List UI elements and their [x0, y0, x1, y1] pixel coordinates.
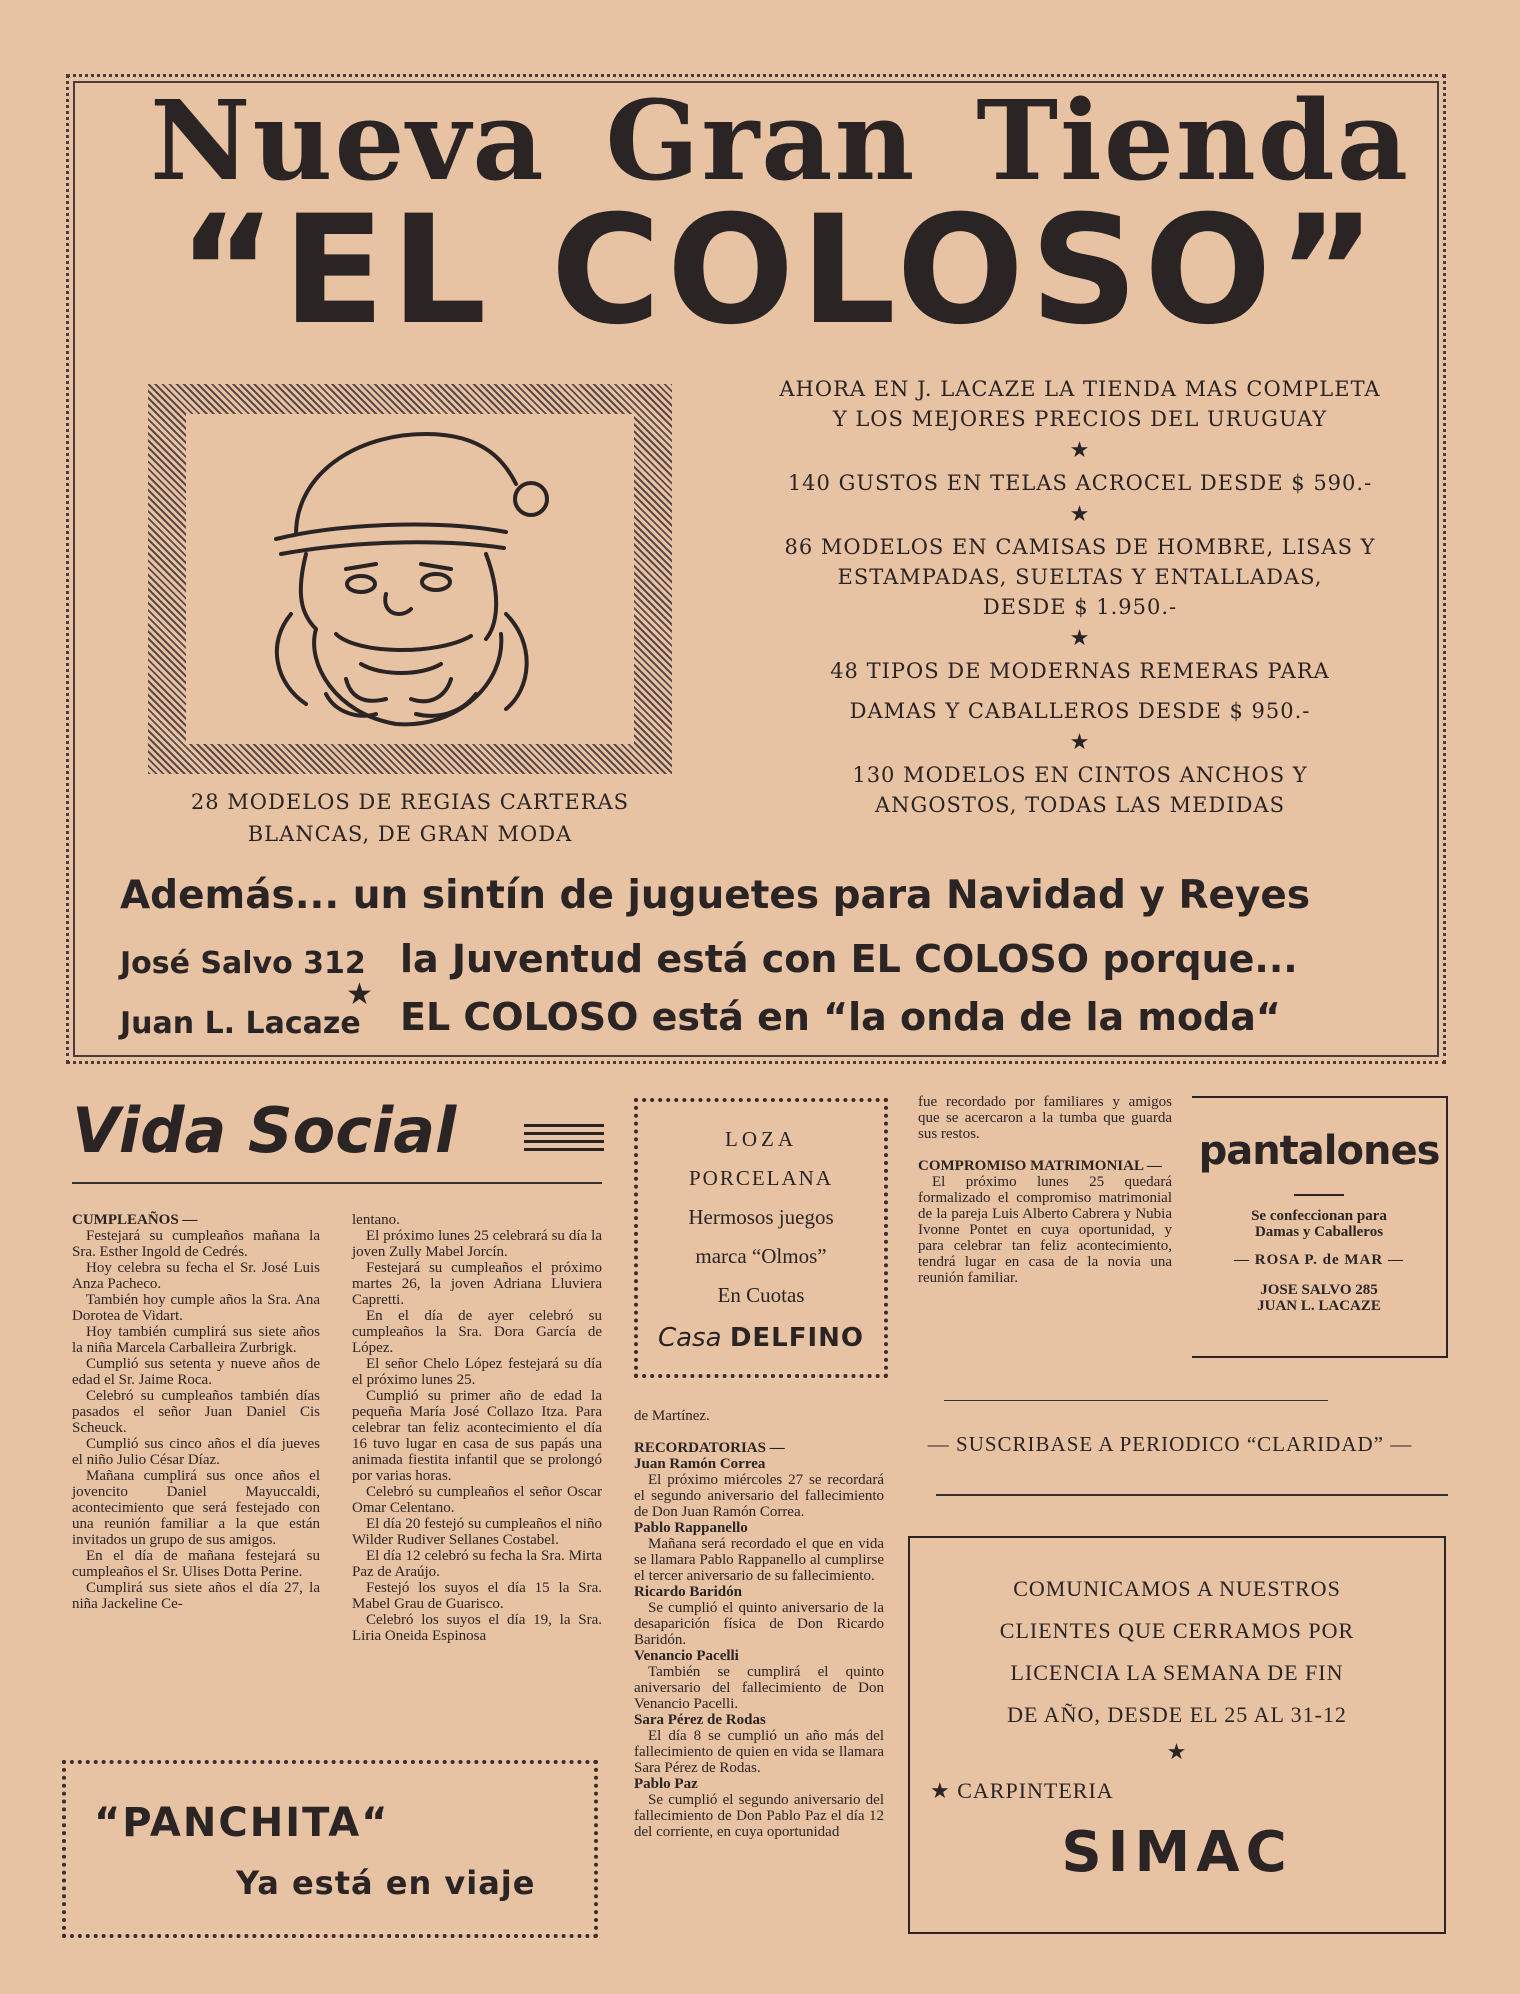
offer-line: ESTAMPADAS, SUELTAS Y ENTALLADAS, — [837, 565, 1323, 589]
onda-line: EL COLOSO está en “la onda de la moda“ — [400, 995, 1281, 1039]
section-title: Vida Social — [72, 1094, 457, 1167]
santa-illustration-frame — [148, 384, 672, 774]
news-item: En el día de mañana festejará su cumpleaños el Sr. Ulises Dotta Perine. — [72, 1548, 320, 1580]
person-heading: Pablo Paz — [634, 1776, 698, 1792]
carteras-line-2: BLANCAS, DE GRAN MODA — [247, 822, 573, 846]
news-item: Cumplió sus setenta y nueve años de edad el Sr. Jaime Roca. — [72, 1356, 320, 1388]
suscribase-banner: — SUSCRIBASE A PERIODICO “CLARIDAD” — — [927, 1432, 1413, 1456]
loza-line: LOZA — [725, 1127, 797, 1151]
news-item: El día 12 celebró su fecha la Sra. Mirta Paz de Araújo. — [352, 1548, 602, 1580]
simac-brand: SIMAC — [1061, 1820, 1293, 1885]
ademas-line: Además... un sintín de juguetes para Navidad y Reyes — [120, 873, 1311, 918]
loza-line: PORCELANA — [688, 1166, 833, 1190]
offer-line: DESDE $ 1.950.- — [982, 595, 1178, 619]
news-item: de Martínez. — [634, 1408, 710, 1424]
loza-line: Hermosos juegos — [688, 1205, 834, 1229]
carteras-line-1: 28 MODELOS DE REGIAS CARTERAS — [190, 790, 630, 814]
news-item: También se cumplirá el quinto aniversario del fallecimiento de Don Venancio Pacelli. — [634, 1664, 884, 1712]
pantalones-addr-1: JOSE SALVO 285 — [1260, 1282, 1378, 1298]
simac-line: DE AÑO, DESDE EL 25 AL 31-12 — [1007, 1702, 1347, 1727]
news-item: El señor Chelo López festejará su día el próximo lunes 25. — [352, 1356, 602, 1388]
star-icon: ★ — [1069, 626, 1091, 651]
headline-word-1: Nueva — [150, 76, 546, 205]
offer-line: ANGOSTOS, TODAS LAS MEDIDAS — [875, 793, 1285, 817]
simac-line: COMUNICAMOS A NUESTROS — [1013, 1576, 1341, 1601]
news-item: Hoy celebra su fecha el Sr. José Luis Anza Pacheco. — [72, 1260, 320, 1292]
news-item: fue recordado por familiares y amigos que se acercaron a la tumba que guarda sus restos. — [918, 1094, 1172, 1142]
offer-line: 86 MODELOS EN CAMISAS DE HOMBRE, LISAS Y — [784, 535, 1376, 559]
star-icon: ★ — [1166, 1740, 1188, 1765]
news-item: Festejará su cumpleaños mañana la Sra. Esther Ingold de Cedrés. — [72, 1228, 320, 1260]
news-item: Celebró su cumpleaños también días pasados el señor Juan Daniel Cis Scheuck. — [72, 1388, 320, 1436]
pantalones-name: — ROSA P. de MAR — — [1234, 1252, 1404, 1268]
casa-label: Casa — [657, 1323, 722, 1353]
carteras-caption — [148, 786, 672, 850]
offer-line: 130 MODELOS EN CINTOS ANCHOS Y — [852, 763, 1308, 787]
store-name: “EL COLOSO” — [177, 184, 1383, 358]
pantalones-ad — [1192, 1096, 1448, 1358]
offer-line: Y LOS MEJORES PRECIOS DEL URUGUAY — [832, 407, 1328, 431]
panchita-title: “PANCHITA“ — [94, 1800, 390, 1846]
person-heading: Ricardo Baridón — [634, 1584, 742, 1600]
loza-ad — [634, 1098, 888, 1378]
vida-social-column-2 — [352, 1212, 602, 1644]
offer-line: 48 TIPOS DE MODERNAS REMERAS PARA — [830, 659, 1330, 683]
news-item: El próximo miércoles 27 se recordará el segundo aniversario del fallecimiento de Don Juan Ramón Correa. — [634, 1472, 884, 1520]
santa-claus-icon — [186, 414, 634, 744]
vida-social-column-4 — [918, 1094, 1172, 1286]
news-item: El próximo lunes 25 celebrará su día la joven Zully Mabel Jorcín. — [352, 1228, 602, 1260]
ad-headline — [150, 76, 1410, 205]
star-icon: ★ — [346, 977, 373, 1012]
vida-social-column-3 — [634, 1408, 884, 1840]
headline-word-3: Tienda — [976, 76, 1410, 205]
headline-word-2: Gran — [605, 76, 917, 205]
news-item: Festejó los suyos el día 15 la Sra. Mabel Grau de Guarisco. — [352, 1580, 602, 1612]
delfino-label: DELFINO — [729, 1323, 865, 1353]
delfino-brand — [638, 1319, 884, 1358]
address-2: Juan L. Lacaze — [120, 1006, 361, 1041]
news-item: Se cumplió el segundo aniversario del fallecimiento de Don Pablo Paz el día 12 del corriente, en cuya oportunidad — [634, 1792, 884, 1840]
news-item: Hoy también cumplirá sus siete años la niña Marcela Carballeira Zurbrigk. — [72, 1324, 320, 1356]
news-item: Mañana cumplirá sus once años el jovencito Daniel Mayuccaldi, acontecimiento que será festejado con una reunión familiar a la que están invitados un grupo de sus amigos. — [72, 1468, 320, 1548]
offers-list — [740, 374, 1420, 820]
offer-line: AHORA EN J. LACAZE LA TIENDA MAS COMPLETA — [779, 377, 1381, 401]
news-item: Festejará su cumpleaños el próximo martes 26, la joven Adriana Lluviera Capretti. — [352, 1260, 602, 1308]
panchita-ad — [62, 1760, 598, 1938]
news-item: Celebró su cumpleaños el señor Oscar Omar Celentano. — [352, 1484, 602, 1516]
carpinteria-label: ★ CARPINTERIA — [930, 1778, 1114, 1803]
person-heading: Pablo Rappanello — [634, 1520, 748, 1536]
news-item: También hoy cumple años la Sra. Ana Dorotea de Vidart. — [72, 1292, 320, 1324]
juventud-line: la Juventud está con EL COLOSO porque... — [400, 937, 1298, 981]
offer-line: 140 GUSTOS EN TELAS ACROCEL DESDE $ 590.- — [787, 471, 1373, 495]
person-heading: Venancio Pacelli — [634, 1648, 739, 1664]
pantalones-line-1: Se confeccionan para — [1251, 1208, 1387, 1224]
section-heading: CUMPLEAÑOS — — [72, 1212, 198, 1228]
loza-line: marca “Olmos” — [695, 1244, 827, 1268]
loza-line: En Cuotas — [717, 1283, 805, 1307]
divider — [944, 1400, 1328, 1401]
pantalones-addr-2: JUAN L. LACAZE — [1257, 1298, 1381, 1314]
news-item: Se cumplió el quinto aniversario de la desaparición física de Don Ricardo Baridón. — [634, 1600, 884, 1648]
star-icon: ★ — [1069, 438, 1091, 463]
news-item: Celebró los suyos el día 19, la Sra. Liria Oneida Espinosa — [352, 1612, 602, 1644]
offer-line: DAMAS Y CABALLEROS DESDE $ 950.- — [849, 699, 1311, 723]
vida-social-column-1 — [72, 1212, 320, 1612]
news-item: Mañana será recordado el que en vida se llamara Pablo Rappanello al cumplirse el tercer aniversario de su fallecimiento. — [634, 1536, 884, 1584]
divider — [936, 1494, 1448, 1496]
section-heading: RECORDATORIAS — — [634, 1440, 785, 1456]
simac-line: CLIENTES QUE CERRAMOS POR — [999, 1618, 1355, 1643]
title-rules-icon — [524, 1124, 604, 1151]
address-1: José Salvo 312 — [120, 946, 366, 981]
title-underline — [72, 1182, 602, 1184]
news-item: En el día de ayer celebró su cumpleaños la Sra. Dora García de López. — [352, 1308, 602, 1356]
news-item: El día 8 se cumplió un año más del fallecimiento de quien en vida se llamara Sara Pérez de Rodas. — [634, 1728, 884, 1776]
news-item: Cumplió sus cinco años el día jueves el niño Julio César Díaz. — [72, 1436, 320, 1468]
star-icon: ★ — [1069, 730, 1091, 755]
news-item: Cumplió su primer año de edad la pequeña María José Collazo Itza. Para celebrar tan feliz acontecimiento el día 16 tuvo lugar en casa de sus papás una animada fiestita infantil que se prolongó por varias horas. — [352, 1388, 602, 1484]
person-heading: Juan Ramón Correa — [634, 1456, 766, 1472]
short-rule — [1294, 1194, 1344, 1196]
news-item: El próximo lunes 25 quedará formalizado el compromiso matrimonial de la pareja Luis Alberto Cabrera y Nubia Ivonne Pontet en cuya oportunidad, y para celebrar tan feliz acontecimiento, tendrá lugar en casa de la novia una reunión familiar. — [918, 1174, 1172, 1286]
pantalones-title: pantalones — [1198, 1128, 1440, 1174]
star-icon: ★ — [1069, 502, 1091, 527]
simac-line: LICENCIA LA SEMANA DE FIN — [1010, 1660, 1344, 1685]
person-heading: Sara Pérez de Rodas — [634, 1712, 766, 1728]
vida-social-title — [72, 1094, 456, 1167]
simac-ad — [908, 1536, 1446, 1934]
panchita-subtitle: Ya está en viaje — [236, 1864, 536, 1902]
section-heading: COMPROMISO MATRIMONIAL — — [918, 1158, 1162, 1174]
news-item: lentano. — [352, 1212, 400, 1228]
pantalones-line-2: Damas y Caballeros — [1254, 1224, 1384, 1240]
news-item: Cumplirá sus siete años el día 27, la niña Jackeline Ce- — [72, 1580, 320, 1612]
news-item: El día 20 festejó su cumpleaños el niño Wilder Rudiver Sellanes Costabel. — [352, 1516, 602, 1548]
